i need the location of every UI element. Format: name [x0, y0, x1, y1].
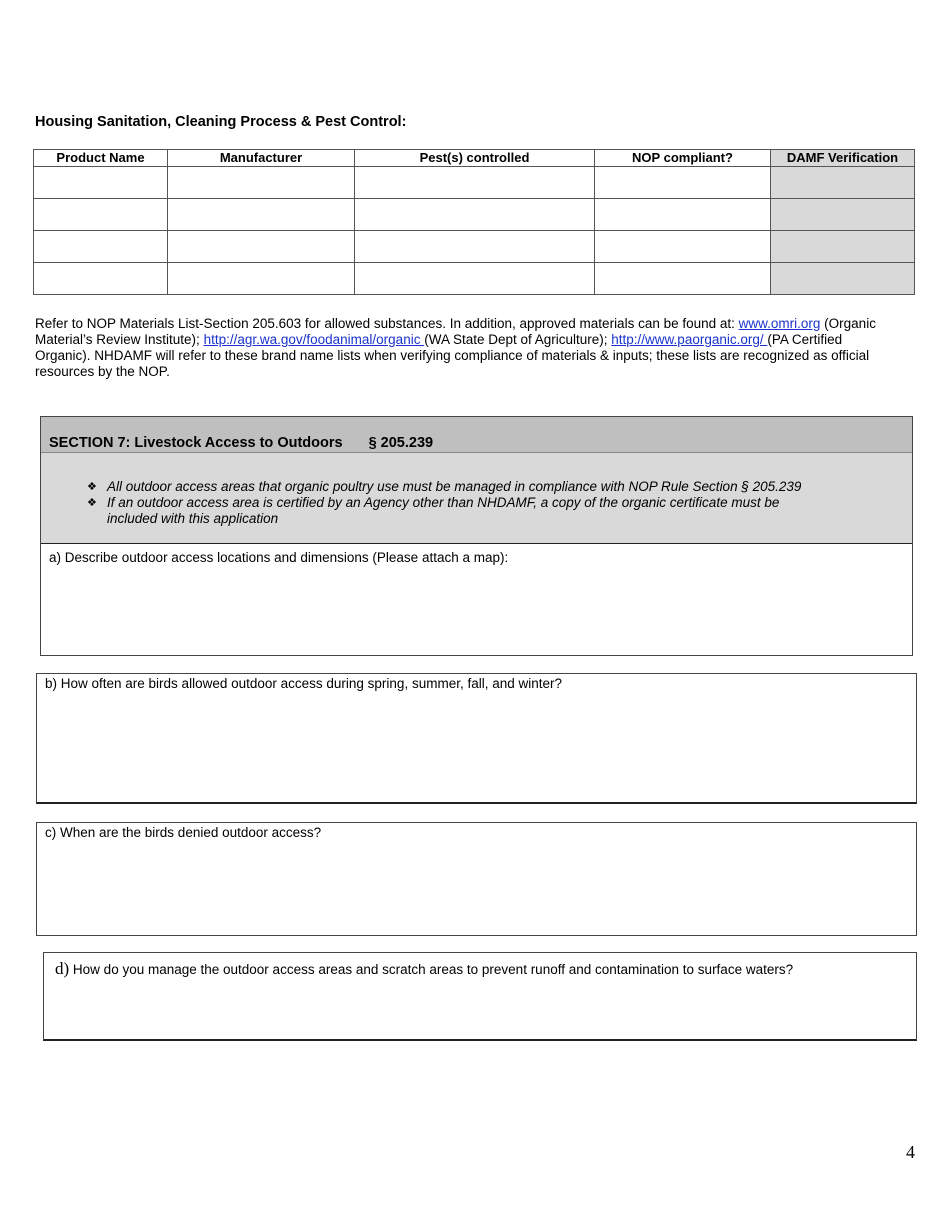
question-d-label: How do you manage the outdoor access areas and scratch areas to prevent runoff and contamination to surface waters? — [69, 962, 794, 977]
section-7-notes — [41, 453, 912, 544]
cell-manufacturer[interactable] — [168, 167, 355, 199]
table-row — [34, 199, 915, 231]
cell-product-name[interactable] — [34, 199, 168, 231]
table-header-row — [34, 150, 915, 167]
col-product-name: Product Name — [34, 150, 168, 167]
cell-nop-compliant[interactable] — [595, 167, 771, 199]
question-d-field[interactable] — [43, 952, 917, 1041]
list-item — [41, 479, 912, 495]
cell-manufacturer[interactable] — [168, 199, 355, 231]
products-table — [33, 149, 915, 295]
diamond-bullet-icon: ❖ — [87, 481, 97, 493]
cell-manufacturer[interactable] — [168, 263, 355, 295]
section-7-title: SECTION 7: Livestock Access to Outdoors — [49, 435, 343, 451]
cell-damf-verification — [771, 167, 915, 199]
cell-pests-controlled[interactable] — [355, 167, 595, 199]
cell-nop-compliant[interactable] — [595, 231, 771, 263]
note-text: If an outdoor access area is certified by an Agency other than NHDAMF, a copy of the organic certificate must be included with this application — [107, 495, 780, 526]
page-number: 4 — [906, 1142, 915, 1162]
cell-product-name[interactable] — [34, 167, 168, 199]
cell-damf-verification — [771, 231, 915, 263]
col-pests-controlled: Pest(s) controlled — [355, 150, 595, 167]
paorganic-link[interactable]: http://www.paorganic.org/ — [611, 332, 768, 347]
note-text: All outdoor access areas that organic poultry use must be managed in compliance with NOP Rule Section § 205.239 — [107, 479, 802, 494]
cell-damf-verification — [771, 263, 915, 295]
section-7-box — [40, 416, 913, 656]
cell-damf-verification — [771, 199, 915, 231]
omri-link[interactable]: www.omri.org — [738, 316, 821, 331]
cell-product-name[interactable] — [34, 263, 168, 295]
cell-product-name[interactable] — [34, 231, 168, 263]
question-b-field[interactable] — [36, 673, 917, 804]
table-row — [34, 231, 915, 263]
section-7-header — [41, 417, 912, 453]
wsda-link[interactable]: http://agr.wa.gov/foodanimal/organic — [203, 332, 425, 347]
cell-pests-controlled[interactable] — [355, 231, 595, 263]
list-item — [41, 495, 912, 527]
diamond-bullet-icon: ❖ — [87, 497, 97, 509]
cell-nop-compliant[interactable] — [595, 199, 771, 231]
refer-text-2: (Organic Material’s Review Institute); — [35, 316, 876, 347]
question-a-field[interactable] — [41, 544, 912, 571]
refer-text-1: Refer to NOP Materials List-Section 205.603 for allowed substances. In addition, approved materials can be found at: — [35, 316, 739, 331]
section-7-reference: § 205.239 — [368, 435, 434, 451]
col-manufacturer: Manufacturer — [168, 150, 355, 167]
refer-text-4: (PA Certified Organic). NHDAMF will refer to these brand name lists when verifying compliance of materials & inputs; these lists are recognized as official resources by the NOP. — [35, 332, 870, 379]
question-d-letter: d) — [55, 959, 70, 978]
question-b-label: b) How often are birds allowed outdoor access during spring, summer, fall, and winter? — [45, 676, 563, 691]
page-heading: Housing Sanitation, Cleaning Process & Pest Control: — [35, 114, 407, 130]
cell-manufacturer[interactable] — [168, 231, 355, 263]
question-a-label: a) Describe outdoor access locations and dimensions (Please attach a map): — [49, 550, 509, 565]
table-row — [34, 167, 915, 199]
cell-pests-controlled[interactable] — [355, 199, 595, 231]
question-c-label: c) When are the birds denied outdoor access? — [45, 825, 322, 840]
refer-text-3: (WA State Dept of Agriculture); — [424, 332, 612, 347]
cell-pests-controlled[interactable] — [355, 263, 595, 295]
materials-reference-paragraph — [35, 316, 895, 380]
col-nop-compliant: NOP compliant? — [595, 150, 771, 167]
col-damf-verification: DAMF Verification — [771, 150, 915, 167]
question-c-field[interactable] — [36, 822, 917, 936]
cell-nop-compliant[interactable] — [595, 263, 771, 295]
table-row — [34, 263, 915, 295]
